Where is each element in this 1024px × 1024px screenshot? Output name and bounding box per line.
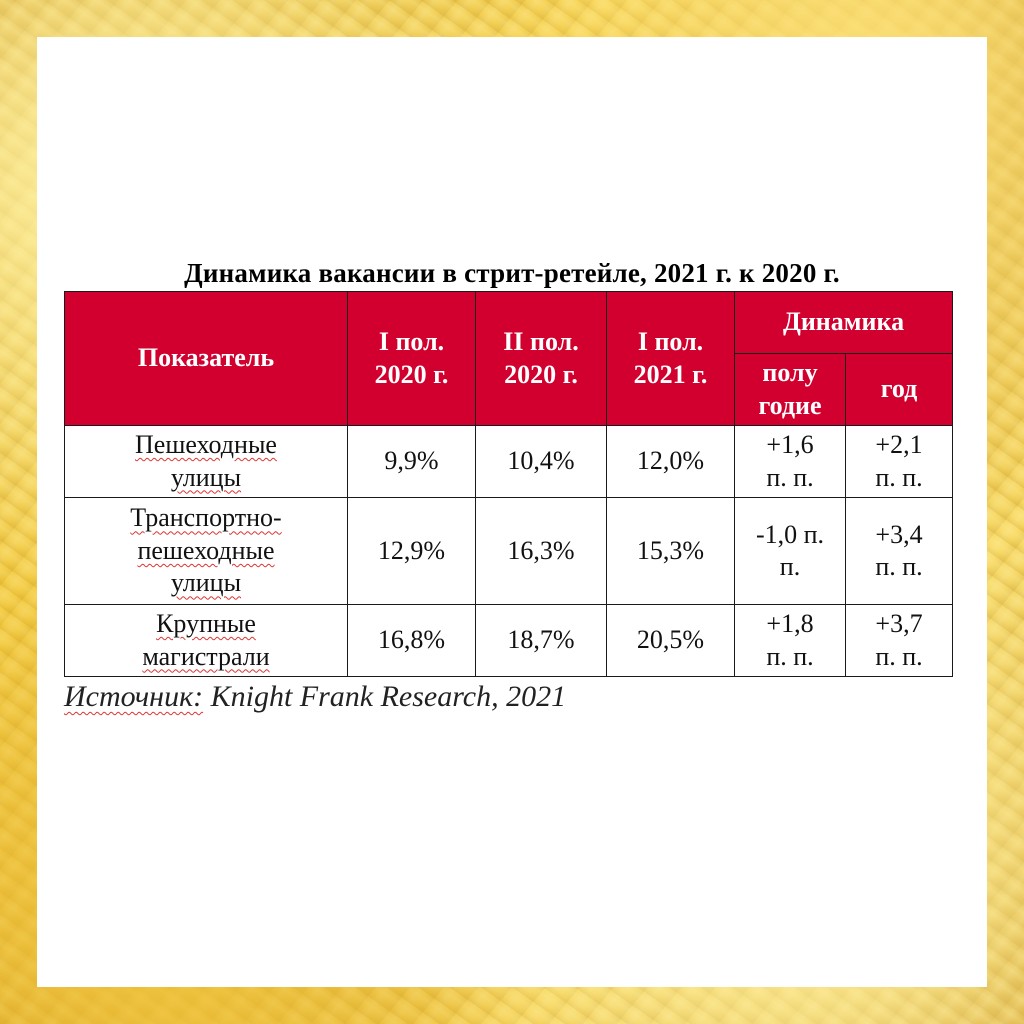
- header-dynamics: Динамика: [735, 292, 953, 354]
- cell-h1-2020: 12,9%: [348, 498, 476, 605]
- header-half-year: полу годие: [735, 354, 846, 426]
- header-indicator: Показатель: [65, 292, 348, 426]
- row-label-text: Крупные магистрали: [142, 609, 270, 671]
- source-note: [64, 680, 566, 714]
- header-year: год: [846, 354, 953, 426]
- header-h1-2021: I пол. 2021 г.: [607, 292, 735, 426]
- header-h2-2020: II пол. 2020 г.: [476, 292, 607, 426]
- cell-half-year: +1,8 п. п.: [735, 605, 846, 677]
- table-title: Динамика вакансии в стрит-ретейле, 2021 г. к 2020 г.: [184, 258, 840, 288]
- cell-h1-2021: 12,0%: [607, 426, 735, 498]
- source-label: Источник:: [64, 680, 204, 713]
- row-label: [65, 426, 348, 498]
- cell-year: +3,4 п. п.: [846, 498, 953, 605]
- cell-h2-2020: 10,4%: [476, 426, 607, 498]
- cell-h1-2020: 9,9%: [348, 426, 476, 498]
- cell-h1-2021: 15,3%: [607, 498, 735, 605]
- table-row: [65, 498, 953, 605]
- cell-h2-2020: 16,3%: [476, 498, 607, 605]
- header-h1-2020: I пол. 2020 г.: [348, 292, 476, 426]
- cell-half-year: +1,6 п. п.: [735, 426, 846, 498]
- cell-h1-2021: 20,5%: [607, 605, 735, 677]
- vacancy-table: [64, 291, 953, 677]
- cell-h2-2020: 18,7%: [476, 605, 607, 677]
- row-label-text: Транспортно-пешеходные улицы: [130, 503, 282, 598]
- row-label-text: Пешеходные улицы: [135, 430, 277, 492]
- cell-h1-2020: 16,8%: [348, 605, 476, 677]
- row-label: [65, 498, 348, 605]
- cell-year: +3,7 п. п.: [846, 605, 953, 677]
- cell-half-year: -1,0 п. п.: [735, 498, 846, 605]
- cell-year: +2,1 п. п.: [846, 426, 953, 498]
- table-row: [65, 605, 953, 677]
- row-label: [65, 605, 348, 677]
- source-text: Knight Frank Research, 2021: [210, 680, 567, 713]
- table-row: [65, 426, 953, 498]
